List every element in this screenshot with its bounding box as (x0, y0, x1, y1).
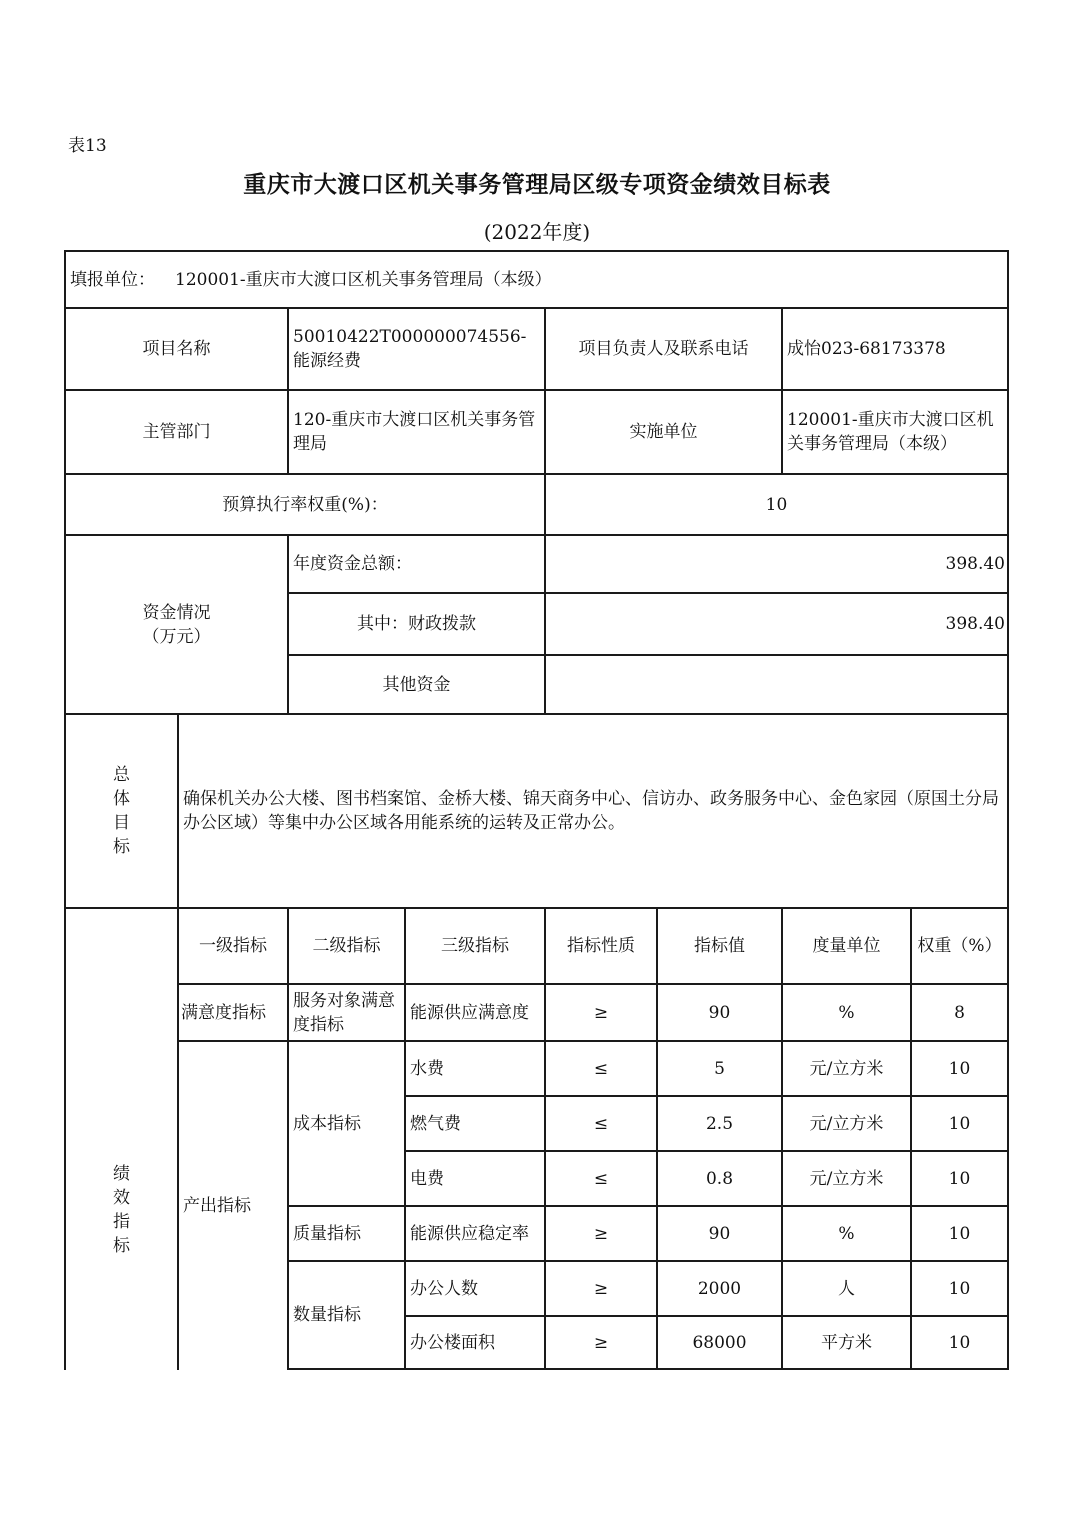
page-subtitle: (2022年度) (483, 220, 591, 244)
goal-label-char: 体 (113, 789, 130, 809)
value-cell: 2.5 (705, 1113, 734, 1134)
value-cell: 0.8 (705, 1168, 734, 1189)
nature-cell: ≤ (593, 1113, 609, 1134)
funds-label-line1: 资金情况 (142, 602, 211, 623)
level2-quantity: 数量指标 (293, 1305, 361, 1325)
funds-other-label: 其他资金 (382, 674, 451, 695)
goal-label-char: 目 (113, 813, 130, 833)
level3-cell: 能源供应稳定率 (410, 1223, 529, 1244)
grid-line (1007, 250, 1009, 1370)
impl-unit-value: 120001-重庆市大渡口区机关事务管理局（本级） (787, 410, 994, 454)
indicators-label-char: 标 (113, 1236, 130, 1256)
goal-label-char: 总 (113, 765, 130, 785)
report-unit-row (66, 252, 1006, 307)
header-value: 指标值 (694, 936, 745, 956)
header-nature: 指标性质 (567, 936, 635, 956)
indicators-label-char: 指 (113, 1212, 130, 1232)
nature-cell: ≥ (593, 1223, 609, 1244)
indicators-label (66, 1110, 177, 1310)
level3-cell: 电费 (410, 1168, 444, 1189)
funds-total-label: 年度资金总额： (293, 554, 412, 574)
funds-total-value: 398.40 (945, 554, 1005, 574)
nature-cell: ≤ (593, 1058, 609, 1079)
report-unit-label: 填报单位： (70, 269, 155, 290)
level3-cell: 办公人数 (410, 1278, 478, 1299)
unit-cell: 平方米 (821, 1332, 872, 1353)
goal-label-char: 标 (113, 837, 130, 857)
dept-value: 120-重庆市大渡口区机关事务管理局 (293, 410, 536, 454)
indicators-label-char: 效 (113, 1188, 130, 1208)
funds-other-value (546, 656, 1007, 713)
goal-label (66, 715, 177, 907)
table-number: 表13 (68, 136, 107, 156)
level2-service-satisfaction: 服务对象满意度指标 (293, 990, 395, 1035)
nature-cell: ≥ (593, 1278, 609, 1299)
grid-line (288, 1368, 1009, 1370)
value-cell: 68000 (692, 1332, 747, 1353)
header-level2: 二级指标 (312, 936, 381, 956)
funds-fiscal-value: 398.40 (945, 614, 1005, 634)
unit-cell: % (838, 1223, 855, 1244)
funds-label (66, 536, 287, 713)
dept-label: 主管部门 (142, 422, 211, 442)
page-title: 重庆市大渡口区机关事务管理局区级专项资金绩效目标表 (243, 172, 831, 198)
funds-label-line2: （万元） (142, 626, 211, 647)
header-level1: 一级指标 (199, 936, 267, 956)
weight-cell: 10 (948, 1113, 971, 1134)
report-unit-value: 120001-重庆市大渡口区机关事务管理局（本级） (175, 269, 552, 290)
value-cell: 5 (714, 1058, 725, 1079)
budget-rate-value: 10 (765, 494, 788, 515)
level1-satisfaction: 满意度指标 (181, 1002, 266, 1023)
header-weight: 权重（%） (917, 936, 1002, 956)
indicators-label-char: 绩 (113, 1164, 130, 1184)
project-name-label: 项目名称 (142, 339, 211, 359)
level3-cell: 燃气费 (410, 1113, 461, 1134)
unit-cell: 元/立方米 (809, 1113, 884, 1134)
weight-cell: 10 (948, 1278, 971, 1299)
weight-cell: 8 (954, 1002, 965, 1023)
project-contact-value: 成怡023-68173378 (787, 339, 946, 359)
level3-cell: 办公楼面积 (410, 1332, 495, 1353)
weight-cell: 10 (948, 1168, 971, 1189)
impl-unit-label: 实施单位 (629, 422, 698, 442)
project-contact-label: 项目负责人及联系电话 (578, 339, 749, 359)
header-level3: 三级指标 (441, 936, 509, 956)
weight-cell: 10 (948, 1332, 971, 1353)
nature-cell: ≥ (593, 1002, 609, 1023)
budget-rate-label: 预算执行率权重(%)： (222, 494, 388, 515)
value-cell: 90 (708, 1223, 731, 1244)
weight-cell: 10 (948, 1223, 971, 1244)
level2-quality: 质量指标 (293, 1223, 361, 1244)
value-cell: 2000 (697, 1278, 742, 1299)
unit-cell: 元/立方米 (809, 1058, 884, 1079)
funds-fiscal-label: 其中：财政拨款 (357, 614, 476, 634)
unit-cell: 元/立方米 (809, 1168, 884, 1189)
header-unit: 度量单位 (812, 936, 881, 956)
project-name-value: 50010422T000000074556-能源经费 (293, 327, 527, 371)
goal-text: 确保机关办公大楼、图书档案馆、金桥大楼、锦天商务中心、信访办、政务服务中心、金色家园（原国土分局办公区域）等集中办公区域各用能系统的运转及正常办公。 (183, 789, 999, 833)
weight-cell: 10 (948, 1058, 971, 1079)
nature-cell: ≥ (593, 1332, 609, 1353)
level1-output: 产出指标 (183, 1196, 251, 1216)
level3-cell: 能源供应满意度 (410, 1002, 529, 1023)
level2-cost: 成本指标 (293, 1113, 361, 1134)
level3-cell: 水费 (410, 1058, 444, 1079)
unit-cell: % (838, 1002, 855, 1023)
value-cell: 90 (708, 1002, 731, 1023)
nature-cell: ≤ (593, 1168, 609, 1189)
unit-cell: 人 (838, 1278, 855, 1299)
